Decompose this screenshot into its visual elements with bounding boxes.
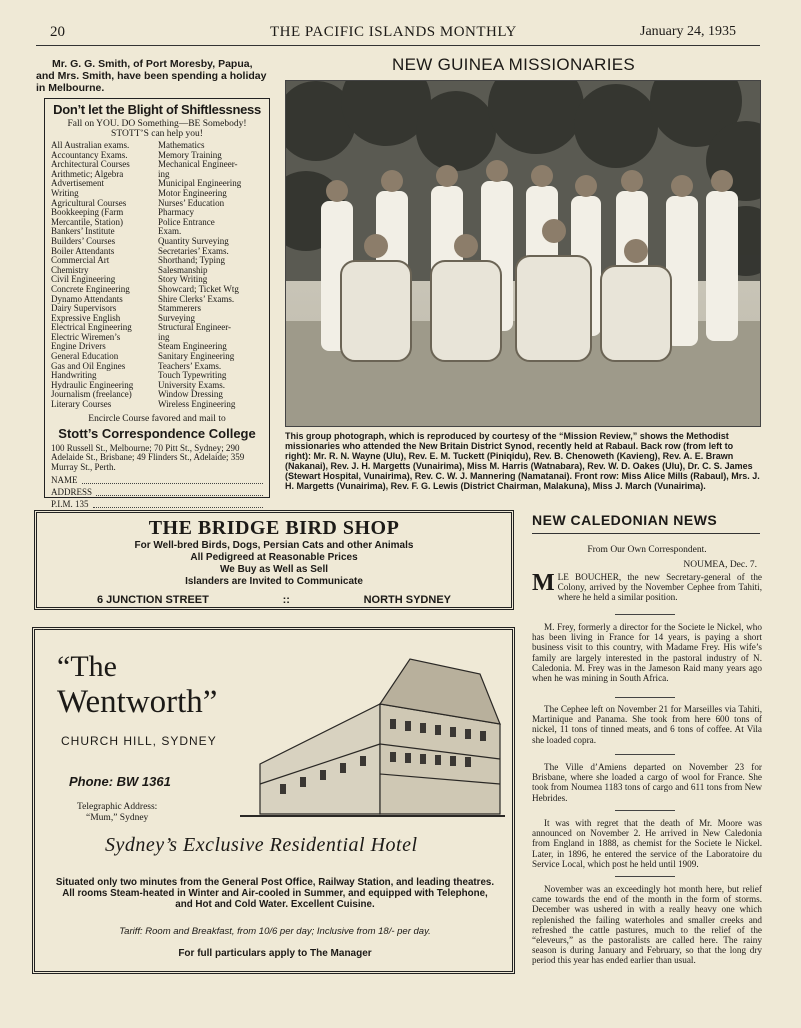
course-item: Sanitary Engineering: [158, 351, 235, 362]
course-item: Quantity Surveying: [158, 235, 229, 246]
course-item: Teachers’ Exams.: [158, 360, 222, 371]
hotel-building-illustration: [230, 644, 505, 824]
nc-correspondent: From Our Own Correspondent.: [587, 545, 707, 555]
course-item: Handwriting: [51, 370, 97, 381]
stott-encircle: Encircle Course favored and mail to: [88, 413, 226, 424]
course-item: Steam Engineering: [158, 341, 227, 352]
separator: [615, 614, 675, 615]
separator: [615, 754, 675, 755]
course-item: Advertisement: [51, 178, 104, 189]
course-item: Builders’ Courses: [51, 235, 116, 246]
wentworth-logo-line2: Wentworth”: [57, 684, 218, 720]
course-columns: [51, 141, 263, 410]
wentworth-tariff: Tariff: Room and Breakfast, from 10/6 per day; Inclusive from 18/- per day.: [119, 926, 431, 937]
course-list-right: [158, 141, 263, 410]
course-item: Window Dressing: [158, 389, 223, 400]
course-item: Architectural Courses: [51, 159, 130, 170]
wentworth-advertisement: [32, 627, 515, 974]
nc-paragraph-1: MLE BOUCHER, the new Secretary-general of the Colony, arrived by the November Cephee from Tahiti, where he held a similar position.: [532, 570, 762, 603]
course-item: Literary Courses: [51, 399, 112, 410]
course-item: Expressive English: [51, 312, 121, 323]
bird-shop-street: 6 JUNCTION STREET: [97, 594, 209, 606]
issue-date: January 24, 1935: [640, 24, 737, 39]
course-item: Accountancy Exams.: [51, 149, 128, 160]
bird-shop-line-1: For Well-bred Birds, Dogs, Persian Cats and other Animals: [134, 540, 414, 551]
stott-college-name: Stott’s Correspondence College: [58, 425, 256, 441]
course-item: Mathematics: [158, 140, 205, 150]
course-item: Wireless Engineering: [158, 399, 236, 410]
bird-shop-line-2: All Pedigreed at Reasonable Prices: [190, 552, 358, 563]
new-caledonian-title: NEW CALEDONIAN NEWS: [532, 512, 718, 528]
separator: [615, 810, 675, 811]
wentworth-logo-line1: “The: [57, 650, 117, 683]
publication-title: THE PACIFIC ISLANDS MONTHLY: [270, 24, 517, 40]
course-item: Gas and Oil Engines: [51, 360, 126, 371]
course-item: Municipal Engineering: [158, 178, 242, 189]
course-item: Salesmanship: [158, 264, 208, 275]
wentworth-contact: For full particulars apply to The Manager: [178, 948, 372, 959]
course-item: Shire Clerks’ Exams.: [158, 293, 235, 304]
course-item: Agricultural Courses: [51, 197, 127, 208]
course-item: Surveying: [158, 312, 195, 323]
course-item: ing: [158, 168, 170, 179]
course-item: Structural Engineer-: [158, 322, 232, 333]
course-item: Mechanical Engineer-: [158, 159, 238, 170]
course-item: Memory Training: [158, 149, 222, 160]
course-item: Showcard; Ticket Wtg: [158, 283, 239, 294]
course-item: Boiler Attendants: [51, 245, 115, 256]
course-item: ing: [158, 331, 170, 342]
course-item: All Australian exams.: [51, 140, 130, 150]
bird-shop-line-3: We Buy as Well as Sell: [219, 564, 328, 575]
wentworth-telegraphic: Telegraphic Address: “Mum,” Sydney: [77, 802, 158, 823]
course-item: Arithmetic; Algebra: [51, 168, 124, 179]
missionaries-photo: [285, 80, 761, 427]
smith-note: Mr. G. G. Smith, of Port Moresby, Papua, and Mrs. Smith, have been spending a holiday in Melbourne.: [36, 58, 267, 94]
course-item: Engine Drivers: [51, 341, 106, 352]
wentworth-phone: Phone: BW 1361: [69, 774, 171, 789]
bird-shop-address: [37, 594, 511, 606]
course-item: Commercial Art: [51, 255, 110, 266]
course-item: Dairy Supervisors: [51, 303, 117, 314]
nc-paragraph-6: November was an exceedingly hot month here, but relief came towards the end of the month in the form of storms. December was ushered in with a really heavy one which replenished the failing waterholes and smaller creeks and refreshed the cattle pastures, much to the relief of the “eleveurs,” as the pastoralists are called here. The rainy season is during January and February, so that the long dry period this year has ended earlier than usual.: [532, 884, 762, 966]
course-item: Bankers’ Institute: [51, 226, 115, 237]
course-item: Bookkeeping (Farm: [51, 207, 124, 218]
nc-paragraph-4: The Ville d’Amiens departed on November 23 for Brisbane, where she loaded a cargo of wool for France. She took from Noumea 1183 tons of cargo and 611 tons from New Hebrides.: [532, 762, 762, 803]
course-item: Electric Wiremen’s: [51, 331, 121, 342]
course-item: Concrete Engineering: [51, 283, 130, 294]
course-item: Journalism (freelance): [51, 389, 132, 400]
course-item: Nurses’ Education: [158, 197, 225, 208]
photo-caption: This group photograph, which is reproduced by courtesy of the “Mission Review,” shows the Methodist missionaries who attended the New Britain District Synod, recently held at Rabaul. Back row (from left to right): Mr. R. N. Wayne (Ulu), Rev. E. M. Tuckett (Piniqidu), Rev. B. Chenoweth (Kavieng), Rev. A. E. Brawn (Nakanai), Rev. J. H. Margetts (Vunairima), Miss M. Harris (Watnabara), Rev. W. D. Oakes (Ulu), Dr. C. S. James (Stewart Hospital, Vunairima), Rev. C. W. J. Mannering (Namatanai). Front row: Miss Alice Mills (Rabaul), Mrs. J. H. Margetts (Vunairima), Rev. F. G. Lewis (District Chairman, Malakuna), Miss J. March (Vunairima).: [285, 431, 760, 491]
header-rule: [36, 45, 760, 46]
course-item: Chemistry: [51, 264, 89, 275]
course-item: Shorthand; Typing: [158, 255, 225, 266]
course-item: Writing: [51, 187, 79, 198]
course-item: Police Entrance: [158, 216, 215, 227]
course-item: Touch Typewriting: [158, 370, 227, 381]
course-item: General Education: [51, 351, 119, 362]
nc-paragraph-5: It was with regret that the death of Mr. Moore was announced on November 2. He arrived in New Caledonia from England in 1888, as chemist for the Societe le Nickel. Later, in 1896, he entered the service of the Laboratoire du Service Local, which post he held until 1909.: [532, 818, 762, 869]
separator: [615, 697, 675, 698]
bird-shop-name: THE BRIDGE BIRD SHOP: [148, 517, 400, 539]
course-item: Mercantile, Station): [51, 216, 123, 227]
wentworth-location: CHURCH HILL, SYDNEY: [61, 734, 217, 748]
course-item: Hydraulic Engineering: [51, 379, 134, 390]
nc-paragraph-2: M. Frey, formerly a director for the Societe le Nickel, who has been living in France for 14 years, is paying a short business visit to this country, with Madame Frey. His wife’s family are largely interested in the pastoral industry of N. Caledonia. M. Frey was in the Jameson Raid many years ago when he was mining in South Africa.: [532, 622, 762, 684]
stott-headline: Don’t let the Blight of Shiftlessness: [53, 102, 261, 117]
course-item: Motor Engineering: [158, 187, 227, 198]
nc-paragraph-3: The Cephee left on November 21 for Marseilles via Tahiti, Martinique and Panama. She took from here 600 tons of nickel, 11 tons of tinned meats, and 6 tons of coffee. At Vila she loaded copra.: [532, 704, 762, 745]
course-list-left: [51, 141, 156, 410]
stott-address: 100 Russell St., Melbourne; 70 Pitt St., Sydney; 290 Adelaide St., Brisbane; 49 Flinders St., Adelaide; 359 Murray St., Perth.: [51, 442, 245, 473]
missionaries-title: NEW GUINEA MISSIONARIES: [392, 55, 636, 74]
name-field[interactable]: NAME: [51, 475, 263, 485]
stott-advertisement: [44, 98, 270, 510]
bird-shop-city: NORTH SYDNEY: [363, 594, 451, 606]
course-item: Electrical Engineering: [51, 322, 132, 333]
course-item: University Exams.: [158, 379, 225, 390]
course-item: Secretaries’ Exams.: [158, 245, 229, 256]
bird-shop-line-4: Islanders are Invited to Communicate: [185, 576, 363, 587]
page-number: 20: [50, 24, 65, 40]
course-item: Pharmacy: [158, 207, 194, 218]
wentworth-description: Situated only two minutes from the General Post Office, Railway Station, and leading theatres. All rooms Steam-heated in Winter and Air-cooled in Summer, and equipped with Telephone, and Hot and Cold Water. Excellent Cuisine.: [55, 877, 495, 910]
address-separator: ::: [282, 594, 290, 606]
course-item: Stammerers: [158, 303, 201, 314]
bird-shop-advertisement: [34, 510, 514, 610]
course-item: Dynamo Attendants: [51, 293, 123, 304]
stott-intro: Fall on YOU. DO Something—BE Somebody! STOTT’S can help you!: [67, 119, 247, 139]
separator: [615, 876, 675, 877]
course-item: Civil Engineering: [51, 274, 116, 285]
nc-title-rule: [532, 533, 760, 534]
wentworth-tagline: Sydney’s Exclusive Residential Hotel: [105, 834, 418, 856]
drop-cap: M: [532, 570, 555, 596]
group-photo-illustration: [286, 81, 761, 427]
address-field[interactable]: ADDRESS: [51, 487, 263, 497]
code-field: P.I.M. 135: [51, 499, 263, 509]
course-item: Story Writing: [158, 274, 208, 285]
nc-dateline: NOUMEA, Dec. 7.: [683, 560, 757, 570]
course-item: Exam.: [158, 226, 182, 237]
